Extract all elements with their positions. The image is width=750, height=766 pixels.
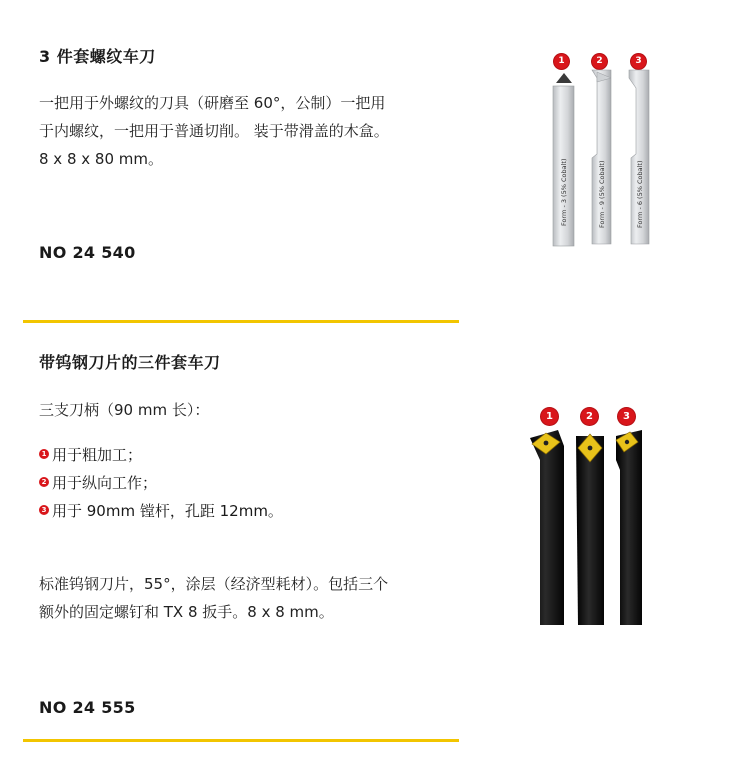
section1-desc-line2: 于内螺纹，一把用于普通切削。 装于带滑盖的木盒。 <box>39 122 389 140</box>
item-text: 用于 90mm 镗杆，孔距 12mm。 <box>52 502 283 520</box>
item-number-badge: 3 <box>39 505 49 515</box>
section2-title: 带钨钢刀片的三件套车刀 <box>39 353 221 372</box>
list-item <box>39 441 479 469</box>
tool2-label: Form - 9 (5% Cobalt) <box>598 160 606 228</box>
item-text: 用于纵向工作； <box>52 474 158 492</box>
section1-desc-line1: 一把用于外螺纹的刀具（研磨至 60°，公制）一把用 <box>39 94 386 112</box>
tool-badge-3: 3 <box>631 54 646 69</box>
section2-desc-line2: 额外的固定螺钉和 TX 8 扳手。8 x 8 mm。 <box>39 603 334 621</box>
holder-badge-3: 3 <box>618 408 635 425</box>
tool-badge-2: 2 <box>592 54 607 69</box>
item-text: 用于粗加工； <box>52 446 143 464</box>
thread-tools-drawing <box>535 48 665 253</box>
holder1-screw <box>544 441 549 446</box>
section1-description <box>39 89 479 173</box>
item-number-badge: 1 <box>39 449 49 459</box>
section2-item-list <box>39 441 479 525</box>
section-divider-2 <box>23 739 459 742</box>
holder1-shank <box>530 430 564 625</box>
section1-title: 3 件套螺纹车刀 <box>39 47 156 66</box>
holder3-screw <box>625 440 629 444</box>
holder2-screw <box>588 446 593 451</box>
tool3-label: Form - 6 (5% Cobalt) <box>636 160 644 228</box>
holder2-shank <box>576 436 604 625</box>
carbide-holders-drawing <box>520 400 650 632</box>
tool1-tip <box>556 73 572 83</box>
list-item <box>39 469 479 497</box>
section1-desc-line3: 8 x 8 x 80 mm。 <box>39 150 163 168</box>
holder-badge-1: 1 <box>541 408 558 425</box>
holder3-shank <box>616 430 642 625</box>
section2-intro: 三支刀柄（90 mm 长）： <box>39 401 210 419</box>
section2-desc-line1: 标准钨钢刀片，55°，涂层（经济型耗材）。包括三个 <box>39 575 389 593</box>
thread-tool-set-image <box>535 48 665 253</box>
tool-holder-2 <box>576 434 604 625</box>
section1-order-number: NO 24 540 <box>39 243 136 262</box>
carbide-tool-set-image <box>520 400 650 632</box>
section2-order-number: NO 24 555 <box>39 698 136 717</box>
tool-badge-1: 1 <box>554 54 569 69</box>
tool-holder-3 <box>616 430 642 625</box>
tool-holder-1 <box>530 430 564 625</box>
item-number-badge: 2 <box>39 477 49 487</box>
section-divider-1 <box>23 320 459 323</box>
tool1-label: Form - 3 (5% Cobalt) <box>560 158 568 226</box>
holder-badge-2: 2 <box>581 408 598 425</box>
list-item <box>39 497 479 525</box>
section2-description <box>39 570 479 626</box>
